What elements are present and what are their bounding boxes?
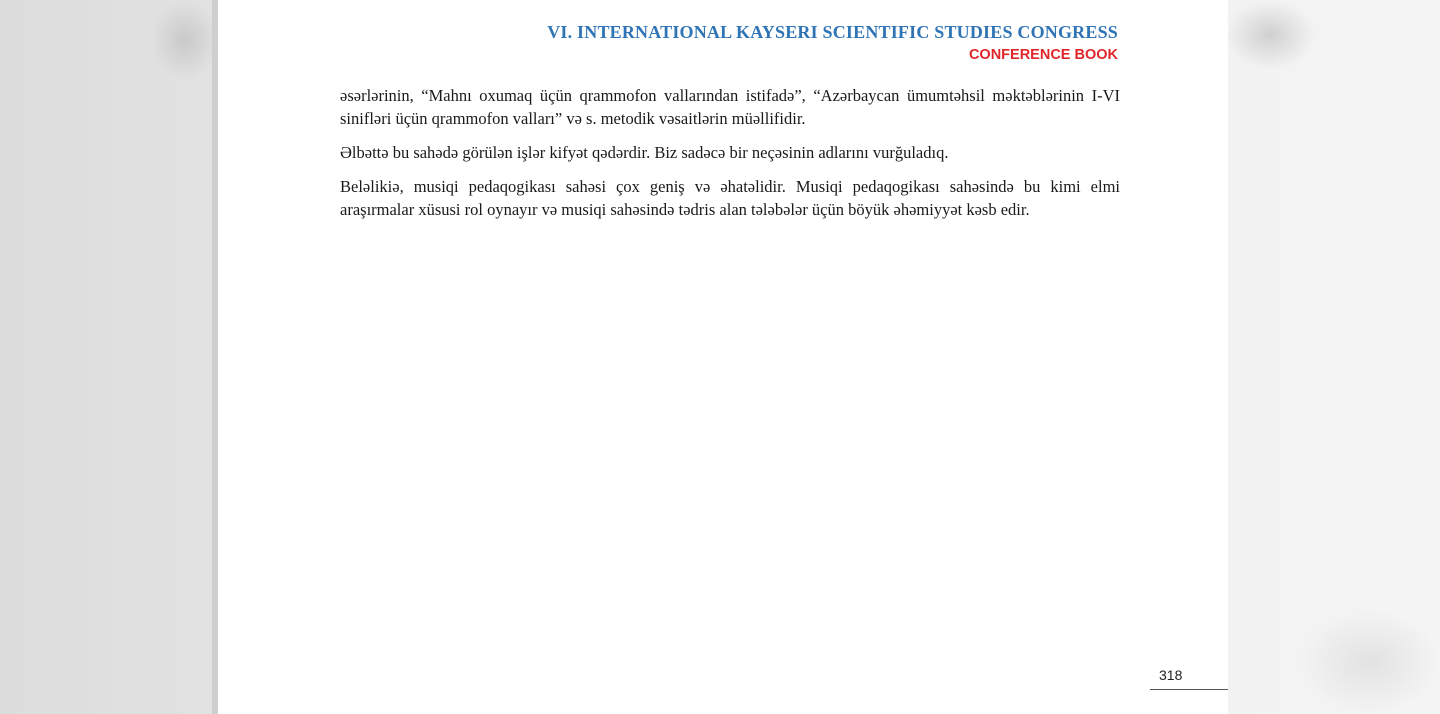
body-text [340, 84, 1120, 232]
congress-title: VI. INTERNATIONAL KAYSERI SCIENTIFIC STUDIES CONGRESS [547, 22, 1118, 42]
background-blur-bottom-right [1300, 610, 1440, 714]
paragraph: Əlbəttə bu sahədə görülən işlər kifyət qədərdir. Biz sadəcə bir neçəsinin adlarını vurğuladıq. [340, 143, 949, 162]
document-page [212, 0, 1228, 714]
background-blur-right [1225, 0, 1315, 70]
page-number: 318 [1159, 667, 1183, 683]
conference-book-label: CONFERENCE BOOK [968, 47, 1118, 63]
paragraph: Beləlikiə, musiqi pedaqogikası sahəsi çox geniş və əhatəlidir. Musiqi pedaqogikası sahəsində bu kimi elmi araşırmalar xüsusi rol oynayır və musiqi sahəsində tədris alan tələbələr üçün böyük əhəmiyyət kəsb edir. [340, 177, 1120, 219]
background-blur-left [150, 0, 220, 80]
paragraph: əsərlərinin, “Mahnı oxumaq üçün qrammofon vallarından istifadə”, “Azərbaycan ümumtəhsil məktəblərinin I-VI sinifləri üçün qrammofon valları” və s. metodik vəsaitlərin müəllifidir. [340, 86, 1120, 128]
footer-rule [1150, 689, 1228, 690]
